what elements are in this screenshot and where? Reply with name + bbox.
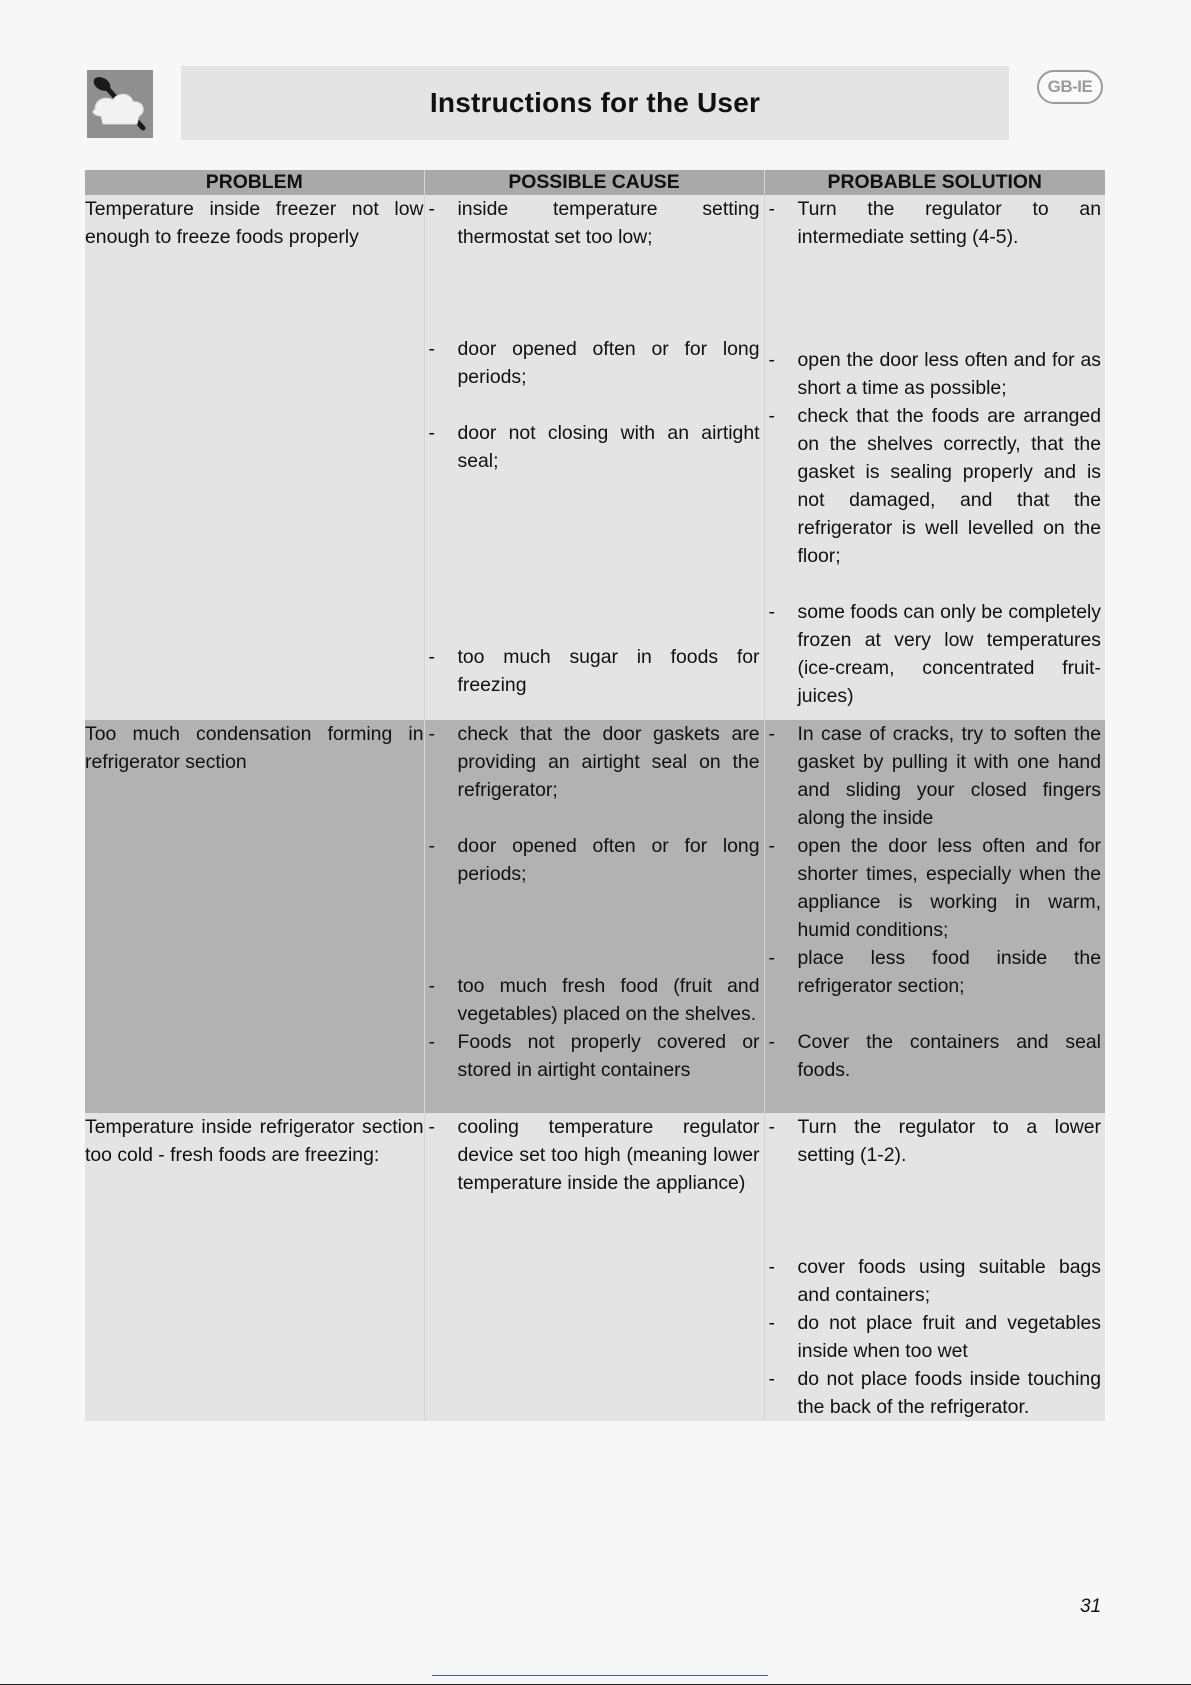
page-number: 31 bbox=[1080, 1596, 1102, 1617]
cause-cell bbox=[424, 195, 764, 720]
solution-item: - do not place fruit and vegetables inside when too wet bbox=[768, 1312, 1101, 1362]
solution-cell bbox=[764, 720, 1105, 1113]
cause-item: - inside temperature setting thermostat set too low; bbox=[428, 198, 760, 248]
solution-item: - Cover the containers and seal foods. bbox=[768, 1031, 1101, 1081]
column-header-problem: PROBLEM bbox=[85, 170, 424, 195]
cause-item: - door not closing with an airtight seal; bbox=[428, 422, 760, 472]
table-row bbox=[85, 1113, 1105, 1421]
solution-item: - In case of cracks, try to soften the gasket by pulling it with one hand and sliding your closed fingers along the inside bbox=[768, 723, 1101, 829]
solution-item: - some foods can only be completely frozen at very low temperatures (ice-cream, concentrated fruit-juices) bbox=[768, 601, 1101, 707]
solution-cell bbox=[764, 195, 1105, 720]
column-header-solution: PROBABLE SOLUTION bbox=[764, 170, 1105, 195]
solution-item: - cover foods using suitable bags and containers; bbox=[768, 1256, 1101, 1306]
cause-cell bbox=[424, 1113, 764, 1421]
solution-item: - place less food inside the refrigerator section; bbox=[768, 947, 1101, 997]
table-row bbox=[85, 720, 1105, 1113]
brand-logo bbox=[87, 70, 153, 138]
solution-item: - do not place foods inside touching the back of the refrigerator. bbox=[768, 1368, 1101, 1418]
solution-item: - Turn the regulator to a lower setting (1-2). bbox=[768, 1116, 1101, 1166]
solution-item: - Turn the regulator to an intermediate setting (4-5). bbox=[768, 198, 1101, 248]
cause-item: - door opened often or for long periods; bbox=[428, 338, 760, 388]
cause-item: - Foods not properly covered or stored in airtight containers bbox=[428, 1031, 760, 1081]
table-row bbox=[85, 195, 1105, 720]
cause-item: - too much sugar in foods for freezing bbox=[428, 646, 760, 696]
bottom-link-rule bbox=[432, 1675, 768, 1676]
troubleshooting-table bbox=[85, 170, 1105, 1421]
column-header-cause: POSSIBLE CAUSE bbox=[424, 170, 764, 195]
cause-item: - too much fresh food (fruit and vegetables) placed on the shelves. bbox=[428, 975, 760, 1025]
solution-cell bbox=[764, 1113, 1105, 1421]
solution-item: - check that the foods are arranged on the shelves correctly, that the gasket is sealing properly and is not damaged, and that the refrigerator is well levelled on the floor; bbox=[768, 405, 1101, 567]
cause-item: - cooling temperature regulator device set too high (meaning lower temperature inside the appliance) bbox=[428, 1116, 760, 1194]
cause-cell bbox=[424, 720, 764, 1113]
solution-item: - open the door less often and for as short a time as possible; bbox=[768, 349, 1101, 399]
problem-cell: Temperature inside freezer not low enough to freeze foods properly bbox=[85, 195, 424, 720]
page-title: Instructions for the User bbox=[429, 87, 761, 118]
chef-hat-spoon-icon bbox=[87, 70, 153, 138]
page-header bbox=[181, 66, 1009, 140]
cause-item: - door opened often or for long periods; bbox=[428, 835, 760, 885]
table-header-row bbox=[85, 170, 1105, 195]
problem-cell: Too much condensation forming in refrigerator section bbox=[85, 720, 424, 1113]
solution-item: - open the door less often and for shorter times, especially when the appliance is working in warm, humid conditions; bbox=[768, 835, 1101, 941]
region-badge: GB-IE bbox=[1037, 70, 1103, 104]
cause-item: - check that the door gaskets are providing an airtight seal on the refrigerator; bbox=[428, 723, 760, 801]
problem-cell: Temperature inside refrigerator section too cold - fresh foods are freezing: bbox=[85, 1113, 424, 1421]
